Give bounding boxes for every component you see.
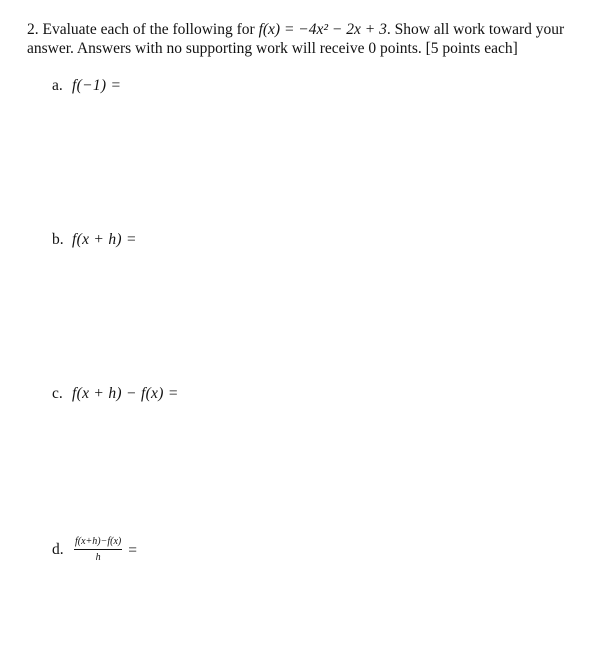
part-a-expression: f(−1) = — [72, 77, 122, 94]
question-text — [27, 21, 564, 57]
question-2 — [27, 20, 597, 58]
question-text-before: Evaluate each of the following for — [42, 21, 255, 38]
part-a — [52, 77, 121, 95]
part-b-expression: f(x + h) = — [72, 231, 137, 248]
part-d-equals: = — [128, 542, 137, 559]
fraction-denominator: h — [95, 552, 101, 563]
part-b-label: b. — [52, 231, 64, 248]
part-d — [52, 536, 137, 564]
difference-quotient-fraction — [74, 536, 122, 564]
part-c — [52, 385, 179, 403]
part-a-label: a. — [52, 77, 63, 94]
part-c-expression: f(x + h) − f(x) = — [72, 385, 179, 402]
question-number: 2. — [27, 21, 39, 38]
part-b — [52, 231, 137, 249]
part-d-label: d. — [52, 541, 64, 558]
function-definition: f(x) = −4x² − 2x + 3 — [258, 21, 387, 38]
part-c-label: c. — [52, 385, 63, 402]
question-text-after: . Show all work toward your answer. Answers with no supporting work will receive 0 points. [5 points each] — [27, 21, 565, 57]
fraction-numerator: f(x+h)−f(x) — [74, 536, 122, 550]
